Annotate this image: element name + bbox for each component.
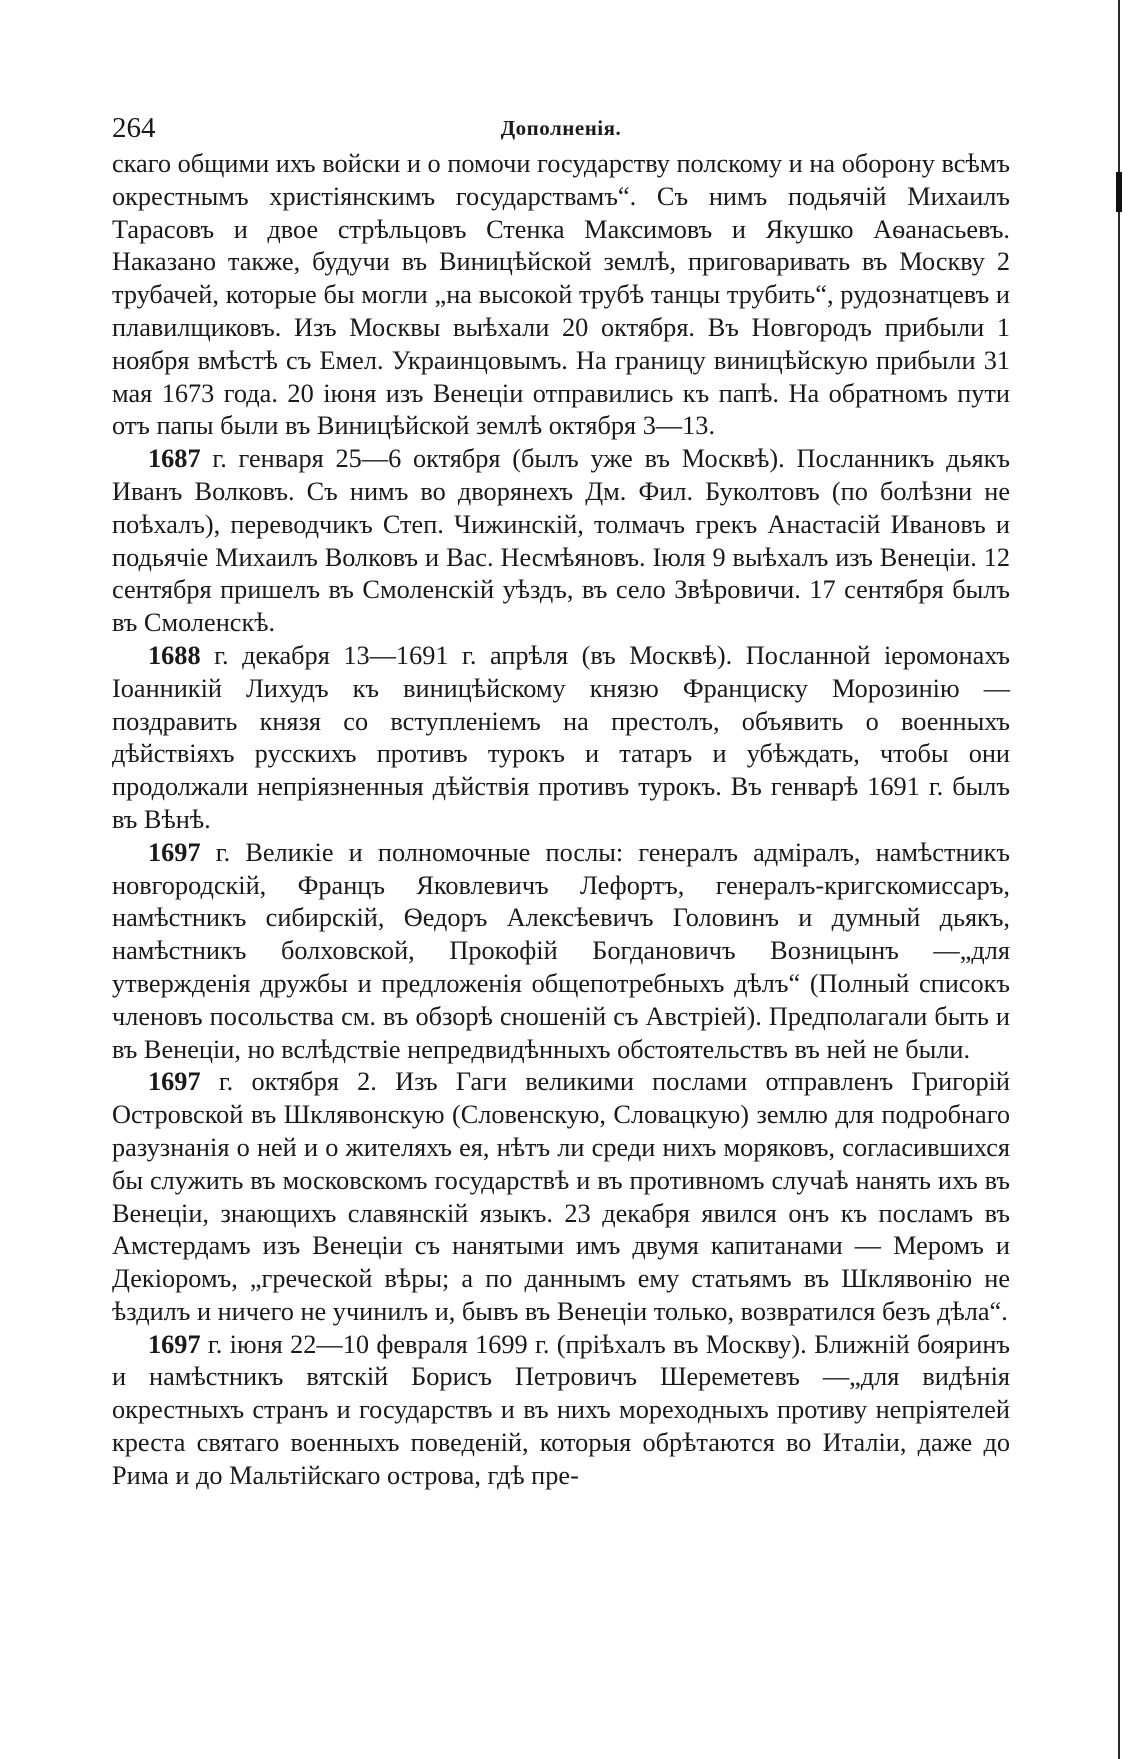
paragraph-continuation (112, 148, 1010, 443)
paragraph-entry (112, 640, 1010, 837)
entry-year: 1697 (148, 1067, 201, 1097)
scan-edge-line (1118, 0, 1120, 1759)
entry-year: 1688 (148, 640, 201, 670)
paragraph-entry (112, 443, 1010, 640)
paragraph-text: г. генваря 25—6 октября (былъ уже въ Москвѣ). Посланникъ дьякъ Иванъ Волковъ. Съ нимъ во дворянехъ Дм. Фил. Буколтовъ (по болѣзни не поѣхалъ), переводчикъ Степ. Чижинскій, толмачъ грекъ Анастасій Ивановъ и подьячіе Михаилъ Волковъ и Вас. Несмѣяновъ. Іюля 9 выѣхалъ изъ Венеціи. 12 сентября пришелъ въ Смоленскій уѣздъ, въ село Звѣровичи. 17 сентября былъ въ Смоленскѣ. (112, 444, 1010, 638)
book-page (112, 110, 1010, 1493)
entry-year: 1697 (148, 1329, 201, 1359)
page-number: 264 (112, 112, 156, 144)
entry-year: 1687 (148, 444, 201, 474)
scan-edge-mark (1116, 172, 1122, 212)
paragraph-text: г. декабря 13—1691 г. апрѣля (въ Москвѣ). Посланной іеромонахъ Іоанникій Лихудъ къ виницѣйскому князю Франциску Морозинію — поздравить князя со вступленіемъ на престолъ, объявить о военныхъ дѣйствіяхъ русскихъ противъ турокъ и татаръ и убѣждать, чтобы они продолжали непріязненныя дѣйствія противъ турокъ. Въ генварѣ 1691 г. былъ въ Вѣнѣ. (112, 640, 1010, 834)
paragraph-text: г. октября 2. Изъ Гаги великими послами отправленъ Григорій Островской въ Шклявонскую (Словенскую, Словацкую) землю для подробнаго разузнанія о ней и о жителяхъ ея, нѣтъ ли среди нихъ моряковъ, согласившихся бы служить въ московскомъ государствѣ и въ противномъ случаѣ нанять ихъ въ Венеціи, знающихъ славянскій языкъ. 23 декабря явился онъ къ посламъ въ Амстердамъ изъ Венеціи съ нанятыми имъ двумя капитанами — Меромъ и Декіоромъ, „греческой вѣры; а по даннымъ ему статьямъ въ Шклявонію не ѣздилъ и ничего не учинилъ и, бывъ въ Венеціи только, возвратился безъ дѣла“. (112, 1067, 1010, 1326)
paragraph-text: г. іюня 22—10 февраля 1699 г. (пріѣхалъ въ Москву). Ближній бояринъ и намѣстникъ вятскій Борисъ Петровичъ Шереметевъ —„для видѣнія окрестныхъ странъ и государствъ и въ нихъ мореходныхъ противу непріятелей креста святаго военныхъ поведеній, которыя обрѣтаются во Италіи, даже до Рима и до Мальтійскаго острова, гдѣ пре- (112, 1329, 1010, 1490)
paragraph-entry (112, 1329, 1010, 1493)
paragraph-text: г. Великіе и полномочные послы: генералъ адміралъ, намѣстникъ новгородскій, Францъ Яковлевичъ Лефортъ, генералъ-кригскомиссаръ, намѣстникъ сибирскій, Ѳедоръ Алексѣевичъ Головинъ и думный дьякъ, намѣстникъ болховской, Прокофій Богдановичъ Возницынъ —„для утвержденія дружбы и предложенія общепотребныхъ дѣлъ“ (Полный списокъ членовъ посольства см. въ обзорѣ сношеній съ Австріей). Предполагали быть и въ Венеціи, но вслѣдствіе непредвидѣнныхъ обстоятельствъ въ ней не были. (112, 837, 1010, 1064)
page-body (112, 148, 1010, 1493)
page-header (112, 110, 1010, 148)
entry-year: 1697 (148, 837, 201, 867)
paragraph-entry (112, 1066, 1010, 1328)
running-title: Дополненія. (500, 116, 622, 140)
paragraph-entry (112, 837, 1010, 1067)
paragraph-text: скаго общими ихъ войски и о помочи государству полскому и на оборону всѣмъ окрестнымъ христіянскимъ государствамъ“. Съ нимъ подьячій Михаилъ Тарасовъ и двое стрѣльцовъ Стенка Максимовъ и Якушко Аѳанасьевъ. Наказано также, будучи въ Виницѣйской землѣ, приговаривать въ Москву 2 трубачей, которые бы могли „на высокой трубѣ танцы трубить“, рудознатцевъ и плавилщиковъ. Изъ Москвы выѣхали 20 октября. Въ Новгородъ прибыли 1 ноября вмѣстѣ съ Емел. Украинцовымъ. На границу виницѣйскую прибыли 31 мая 1673 года. 20 іюня изъ Венеціи отправились къ папѣ. На обратномъ пути отъ папы были въ Виницѣйской землѣ октября 3—13. (112, 149, 1010, 441)
